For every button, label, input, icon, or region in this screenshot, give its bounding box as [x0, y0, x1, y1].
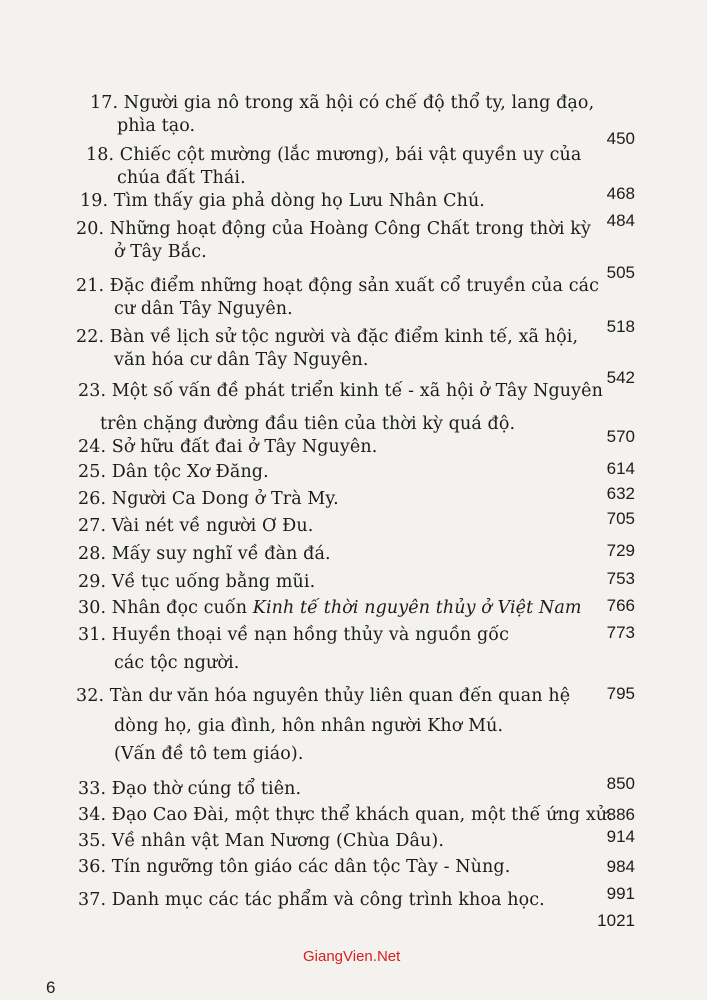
toc-entry-title-line: 21. Đặc điểm những hoạt động sản xuất cổ truyền của các: [76, 276, 600, 296]
toc-entry-page-number: 1021: [597, 911, 635, 930]
page-number: 6: [46, 978, 56, 997]
toc-entry-title-line: 24. Sở hữu đất đai ở Tây Nguyên.: [78, 437, 378, 457]
toc-entry-title-line: 23. Một số vấn đề phát triển kinh tế - xã hội ở Tây Nguyên: [78, 381, 603, 401]
toc-entry-page-number: 542: [606, 368, 635, 387]
toc-entry-page-number: 705: [606, 509, 635, 528]
toc-entry-title-line: 33. Đạo thờ cúng tổ tiên.: [78, 779, 302, 799]
toc-entry-title-line: trên chặng đường đầu tiên của thời kỳ quá độ.: [100, 414, 516, 434]
toc-entry-page-number: 753: [606, 569, 635, 588]
toc-entry-page-number: 614: [606, 459, 635, 478]
toc-entry-title-line: 28. Mấy suy nghĩ về đàn đá.: [78, 544, 331, 564]
toc-entry-title-line: 36. Tín ngưỡng tôn giáo các dân tộc Tày - Nùng.: [78, 857, 511, 877]
toc-entry-title-line: 34. Đạo Cao Đài, một thực thể khách quan, một thế ứng xử.: [78, 805, 613, 825]
toc-entry-page-number: 766: [606, 596, 635, 615]
toc-entry-page-number: 773: [606, 623, 635, 642]
toc-entry-page-number: 991: [606, 884, 635, 903]
toc-entry-title-line: 19. Tìm thấy gia phả dòng họ Lưu Nhân Chú.: [80, 191, 485, 211]
toc-entry-page-number: 729: [606, 541, 635, 560]
toc-entry-title-line: 26. Người Ca Dong ở Trà My.: [78, 489, 339, 509]
toc-entry-title-line: chúa đất Thái.: [117, 168, 246, 188]
toc-entry-title-line: 37. Danh mục các tác phẩm và công trình khoa học.: [78, 890, 545, 910]
toc-entry-title-line: dòng họ, gia đình, hôn nhân người Khơ Mú.: [114, 716, 504, 736]
toc-entry-title-line: 17. Người gia nô trong xã hội có chế độ thổ ty, lang đạo,: [90, 93, 595, 113]
toc-entry-page-number: 914: [606, 827, 635, 846]
toc-entry-page-number: 850: [606, 774, 635, 793]
toc-entry-title-line: (Vấn đề tô tem giáo).: [114, 744, 304, 764]
toc-entry-title-line: 32. Tàn dư văn hóa nguyên thủy liên quan đến quan hệ: [76, 686, 571, 706]
watermark: GiangVien.Net: [303, 948, 401, 965]
toc-entry-page-number: 886: [606, 805, 635, 824]
toc-entry-title-line: 35. Về nhân vật Man Nương (Chùa Dâu).: [78, 831, 445, 851]
toc-entry-page-number: 450: [606, 129, 635, 148]
toc-entry-title-line: các tộc người.: [114, 653, 240, 673]
toc-entry-title-line: 29. Về tục uống bằng mũi.: [78, 572, 316, 592]
toc-entry-title-line: 22. Bàn về lịch sử tộc người và đặc điểm kinh tế, xã hội,: [76, 327, 579, 347]
toc-entry-title-line: 30. Nhân đọc cuốn Kinh tế thời nguyên thủy ở Việt Nam: [78, 598, 582, 618]
book-title: Kinh tế thời nguyên thủy ở Việt Nam: [252, 598, 582, 618]
toc-entry-title-line: 18. Chiếc cột mường (lắc mương), bái vật quyền uy của: [86, 145, 582, 165]
toc-entry-page-number: 795: [606, 684, 635, 703]
toc-entry-title-line: 20. Những hoạt động của Hoàng Công Chất trong thời kỳ: [76, 219, 591, 239]
toc-entry-title-line: 31. Huyền thoại về nạn hồng thủy và nguồn gốc: [78, 625, 510, 645]
toc-entry-title-line: cư dân Tây Nguyên.: [114, 299, 293, 319]
toc-entry-page-number: 468: [606, 184, 635, 203]
toc-entry-title-line: ở Tây Bắc.: [114, 242, 207, 262]
toc-entry-title-line: 27. Vài nét về người Ơ Đu.: [78, 516, 314, 536]
toc-entry-page-number: 484: [606, 211, 635, 230]
toc-entry-title-line: phìa tạo.: [117, 116, 196, 136]
toc-entry-page-number: 984: [606, 857, 635, 876]
toc-entry-page-number: 570: [606, 427, 635, 446]
toc-entry-title-line: 25. Dân tộc Xơ Đăng.: [78, 462, 269, 482]
toc-entry-page-number: 518: [606, 317, 635, 336]
toc-entry-page-number: 632: [606, 484, 635, 503]
toc-entry-title-line: văn hóa cư dân Tây Nguyên.: [114, 350, 369, 370]
toc-entry-page-number: 505: [606, 263, 635, 282]
